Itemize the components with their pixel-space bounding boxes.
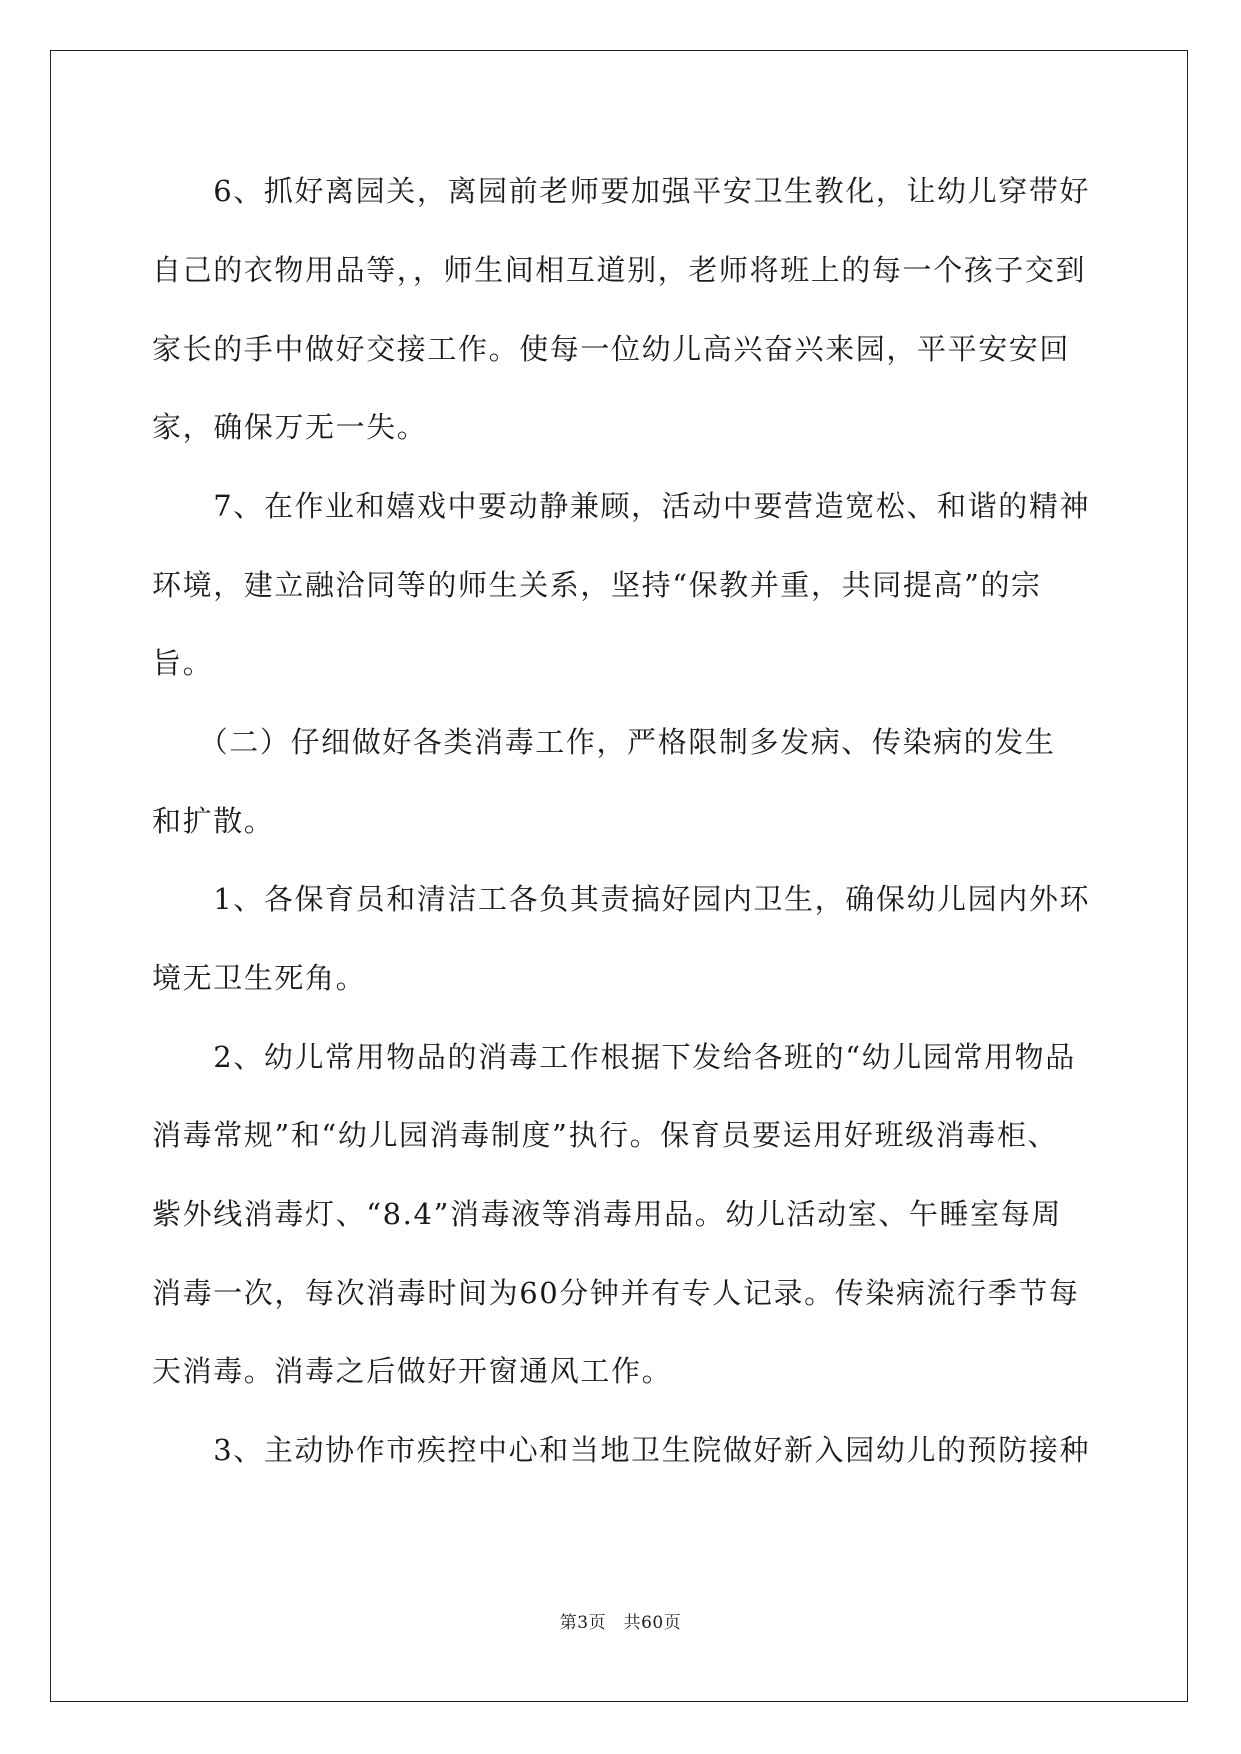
- text-line: 天消毒。消毒之后做好开窗通风工作。: [152, 1354, 673, 1388]
- text-line: 旨。: [152, 646, 214, 680]
- text-line: 家，确保万无一失。: [152, 410, 428, 444]
- text-line: 环境，建立融洽同等的师生关系，坚持“保教并重，共同提高”的宗: [152, 568, 1042, 602]
- text-line: 1、各保育员和清洁工各负其责搞好园内卫生，确保幼儿园内外环: [152, 882, 1091, 916]
- text-line: 消毒常规”和“幼儿园消毒制度”执行。保育员要运用好班级消毒柜、: [152, 1118, 1059, 1152]
- text-line: 境无卫生死角。: [152, 961, 367, 995]
- text-line: 6、抓好离园关，离园前老师要加强平安卫生教化，让幼儿穿带好: [152, 174, 1091, 208]
- page-number-footer: 第3页 共60页: [559, 1613, 682, 1633]
- text-line: 家长的手中做好交接工作。使每一位幼儿高兴奋兴来园，平平安安回: [152, 332, 1071, 366]
- text-line: 7、在作业和嬉戏中要动静兼顾，活动中要营造宽松、和谐的精神: [152, 489, 1091, 523]
- text-line: 2、幼儿常用物品的消毒工作根据下发给各班的“幼儿园常用物品: [152, 1040, 1076, 1074]
- text-line: （二）仔细做好各类消毒工作，严格限制多发病、传染病的发生: [152, 725, 1056, 759]
- text-line: 消毒一次，每次消毒时间为60分钟并有专人记录。传染病流行季节每: [152, 1276, 1080, 1310]
- text-line: 自己的衣物用品等，，师生间相互道别，老师将班上的每一个孩子交到: [152, 253, 1087, 287]
- text-line: 3、主动协作市疾控中心和当地卫生院做好新入园幼儿的预防接种: [152, 1433, 1091, 1467]
- text-line: 紫外线消毒灯、“8.4”消毒液等消毒用品。幼儿活动室、午睡室每周: [152, 1197, 1062, 1231]
- text-line: 和扩散。: [152, 804, 275, 838]
